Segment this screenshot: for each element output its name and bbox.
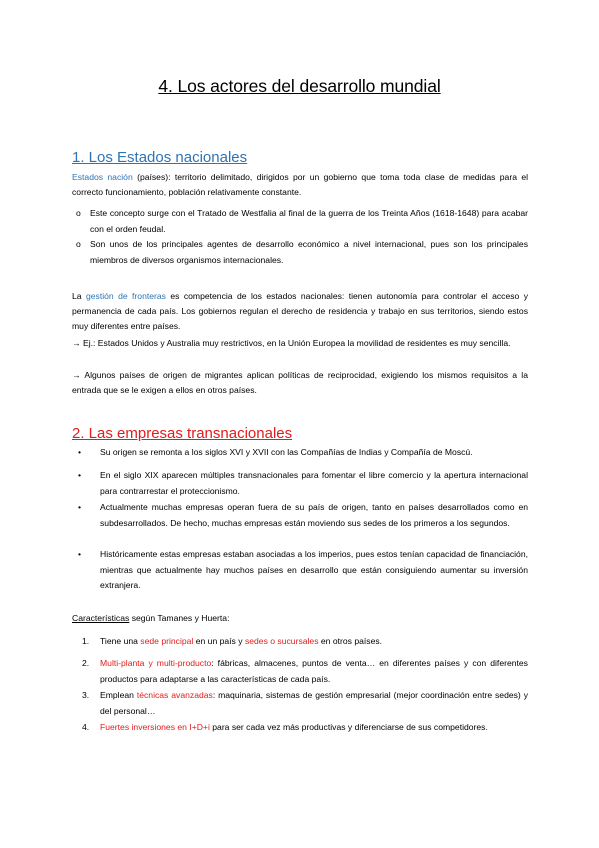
list-item: Actualmente muchas empresas operan fuera de su país de origen, tanto en países desarrollados como en subdesarrollados. De hecho, muchas empresas están moviendo sus sedes de los primeros a los segundos. bbox=[100, 502, 528, 528]
list-item bbox=[100, 634, 528, 650]
list-item: Su origen se remonta a los siglos XVI y XVII con las Compañías de Indias y Compañía de Moscú. bbox=[100, 447, 473, 457]
list-number: 1. bbox=[82, 636, 90, 646]
circle-filled-icon: • bbox=[78, 549, 82, 559]
list-item bbox=[100, 688, 528, 719]
definition-text: (países): territorio delimitado, dirigidos por un gobierno que toma toda clase de medidas para el correcto funcionamiento, población relativamente constante. bbox=[72, 172, 529, 197]
text-fragment: : maquinaria, sistemas de gestión empresarial (mejor coordinación entre sedes) y del personal… bbox=[100, 690, 528, 716]
text-fragment: para ser cada vez más productivas y diferenciarse de sus competidores. bbox=[209, 722, 488, 732]
text-fragment: La bbox=[72, 291, 86, 301]
term-gestion-fronteras: gestión de fronteras bbox=[85, 291, 166, 301]
highlight-inversiones: Fuertes inversiones en I+D+i bbox=[100, 722, 210, 732]
list-item: Este concepto surge con el Tratado de Westfalia al final de la guerra de los Treinta Años (1618-1648) para acabar con el orden feudal. bbox=[90, 208, 528, 234]
list-item: Son unos de los principales agentes de desarrollo económico a nivel internacional, pues son los principales miembros de diversos organismos internacionales. bbox=[90, 239, 528, 265]
text-fragment: es competencia de los estados nacionales: tienen autonomía para controlar el acceso y permanencia de cada país. Los gobiernos regulan el derecho de residencia y trabajo en sus territorios, siendo estos muy diferentes entre países. bbox=[72, 291, 528, 331]
list-number: 3. bbox=[82, 690, 90, 700]
circle-outline-icon: o bbox=[76, 208, 81, 218]
text-fragment: : fábricas, almacenes, puntos de venta… en diferentes países y con diferentes productos para adaptarse a las características de cada país. bbox=[100, 658, 528, 684]
list-number: 4. bbox=[82, 722, 90, 732]
page-title: 4. Los actores del desarrollo mundial bbox=[158, 76, 441, 96]
circle-filled-icon: • bbox=[78, 447, 82, 457]
highlight-sedes-sucursales: sedes o sucursales bbox=[244, 636, 319, 646]
section-heading-empresas: 2. Las empresas transnacionales bbox=[72, 425, 293, 442]
paragraph-fronteras bbox=[72, 289, 528, 334]
text-fragment: Emplean bbox=[100, 690, 137, 700]
paragraph-example-2: → Algunos países de origen de migrantes aplican políticas de reciprocidad, exigiendo los mismos requisitos a la entrada que se le exigen a ellos en otros países. bbox=[72, 370, 528, 395]
text-fragment: Tiene una bbox=[100, 636, 141, 646]
paragraph-example-1: → Ej.: Estados Unidos y Australia muy restrictivos, en la Unión Europea la movilidad de residentes es muy sencilla. bbox=[72, 338, 511, 348]
highlight-multi-planta: Multi-planta y multi-producto bbox=[100, 658, 212, 668]
text-fragment: en un país y bbox=[193, 636, 245, 646]
list-number: 2. bbox=[82, 658, 90, 668]
paragraph-caracteristicas bbox=[72, 611, 528, 626]
list-item: Históricamente estas empresas estaban asociadas a los imperios, pues estos tenían capacidad de financiación, mientras que actualmente hay muchos países en desarrollo que están consiguiendo aumentar su inversión extranjera. bbox=[100, 549, 528, 590]
list-item: En el siglo XIX aparecen múltiples transnacionales para fomentar el libre comercio y la apertura internacional para contrarrestar el proteccionismo. bbox=[100, 470, 528, 496]
highlight-tecnicas-avanzadas: técnicas avanzadas bbox=[136, 690, 213, 700]
circle-filled-icon: • bbox=[78, 470, 82, 480]
circle-outline-icon: o bbox=[76, 239, 81, 249]
highlight-sede-principal: sede principal bbox=[140, 636, 194, 646]
paragraph-estados-definition bbox=[72, 170, 528, 200]
section-heading-estados: 1. Los Estados nacionales bbox=[72, 149, 248, 166]
circle-filled-icon: • bbox=[78, 502, 82, 512]
text-fragment: según Tamanes y Huerta: bbox=[129, 613, 230, 623]
label-caracteristicas: Características bbox=[72, 613, 130, 623]
list-item bbox=[100, 656, 528, 687]
term-estados-nacion: Estados nación bbox=[72, 172, 133, 182]
text-fragment: en otros países. bbox=[318, 636, 383, 646]
list-item bbox=[100, 720, 528, 736]
